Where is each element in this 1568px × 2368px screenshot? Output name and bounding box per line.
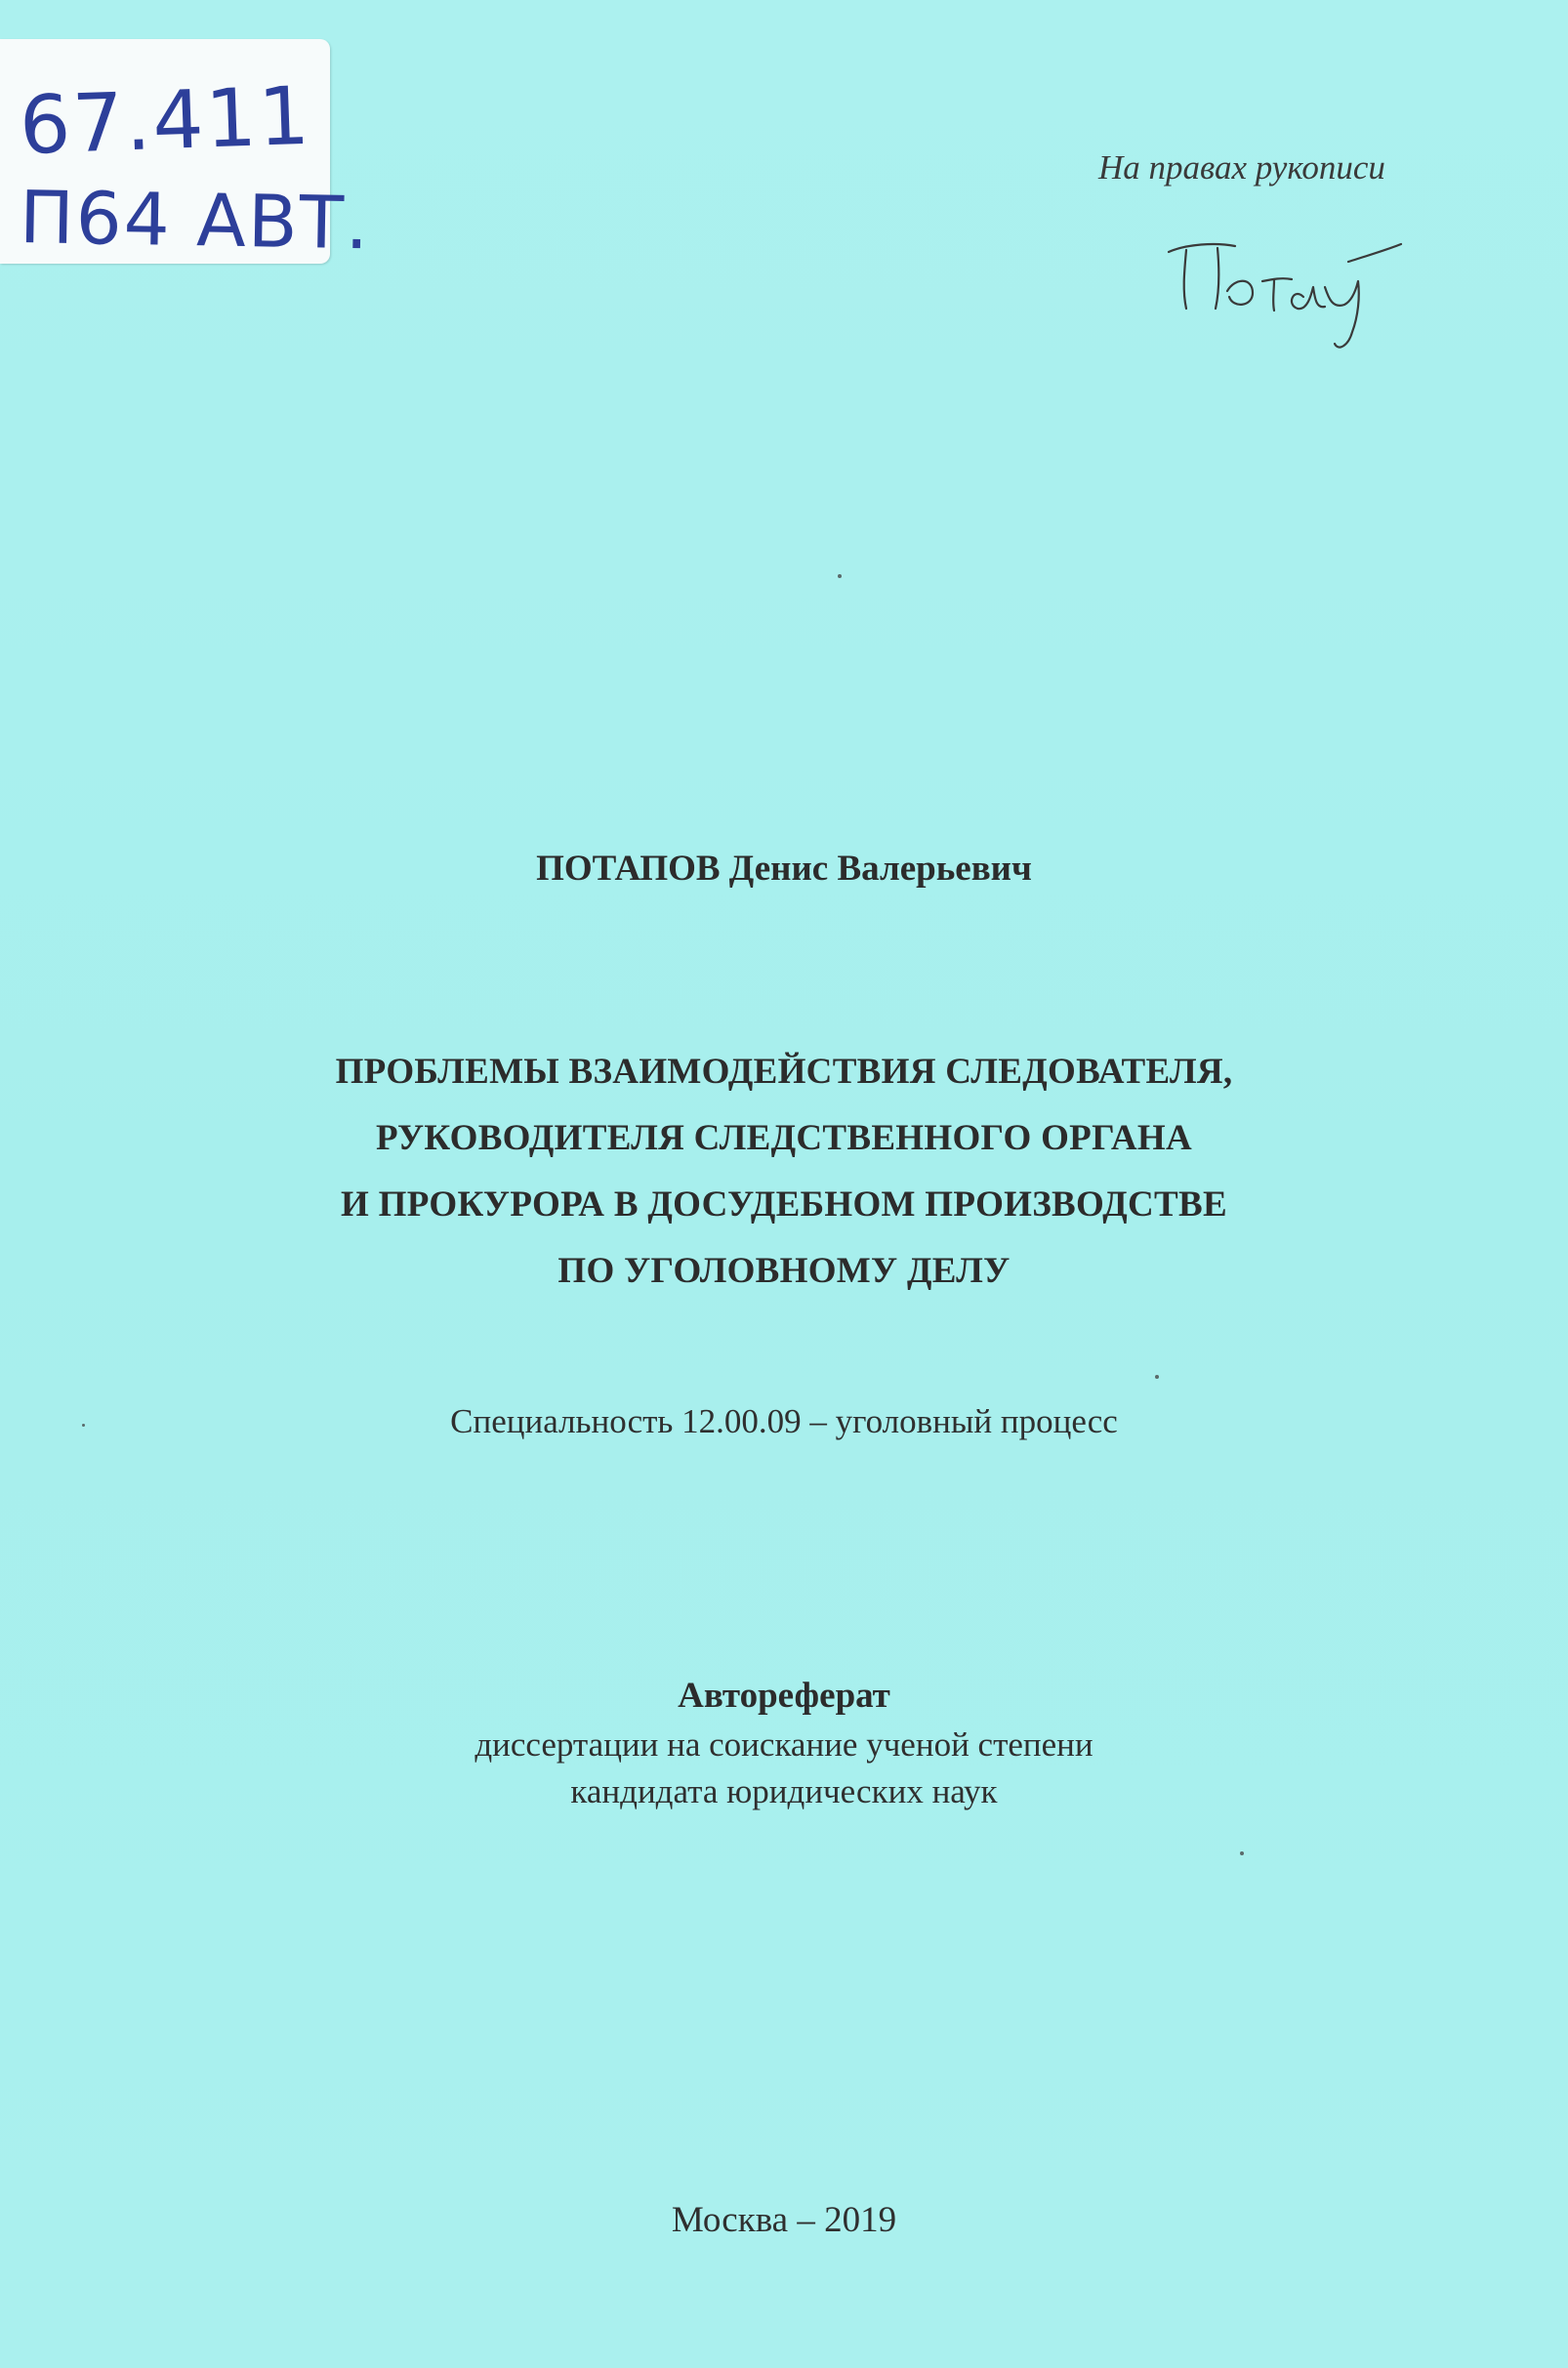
author-name: ПОТАПОВ Денис Валерьевич (536, 849, 1032, 889)
abstract-heading: Автореферат (678, 1676, 890, 1716)
title-line-1: ПРОБЛЕМЫ ВЗАИМОДЕЙСТВИЯ СЛЕДОВАТЕЛЯ, (335, 1052, 1233, 1092)
specialty-line: Специальность 12.00.09 – уголовный процесс (450, 1402, 1118, 1440)
signature (1157, 223, 1411, 359)
rights-note: На правах рукописи (1098, 148, 1385, 187)
paper-speck (82, 1424, 85, 1427)
paper-speck (838, 574, 842, 578)
title-line-3: И ПРОКУРОРА В ДОСУДЕБНОМ ПРОИЗВОДСТВЕ (341, 1184, 1227, 1225)
title-line-4: ПО УГОЛОВНОМУ ДЕЛУ (557, 1251, 1011, 1291)
title-line-2: РУКОВОДИТЕЛЯ СЛЕДСТВЕННОГО ОРГАНА (375, 1118, 1193, 1158)
paper-speck (1240, 1851, 1244, 1855)
abstract-line-1: диссертации на соискание ученой степени (475, 1725, 1093, 1764)
library-label-line-1: 67.411 (18, 69, 313, 173)
paper-speck (1155, 1375, 1159, 1379)
library-label-sticker (0, 39, 372, 267)
library-label-line-2: П64 АВТ. (19, 176, 372, 267)
city-year: Москва – 2019 (671, 2200, 897, 2240)
abstract-line-2: кандидата юридических наук (570, 1772, 998, 1810)
